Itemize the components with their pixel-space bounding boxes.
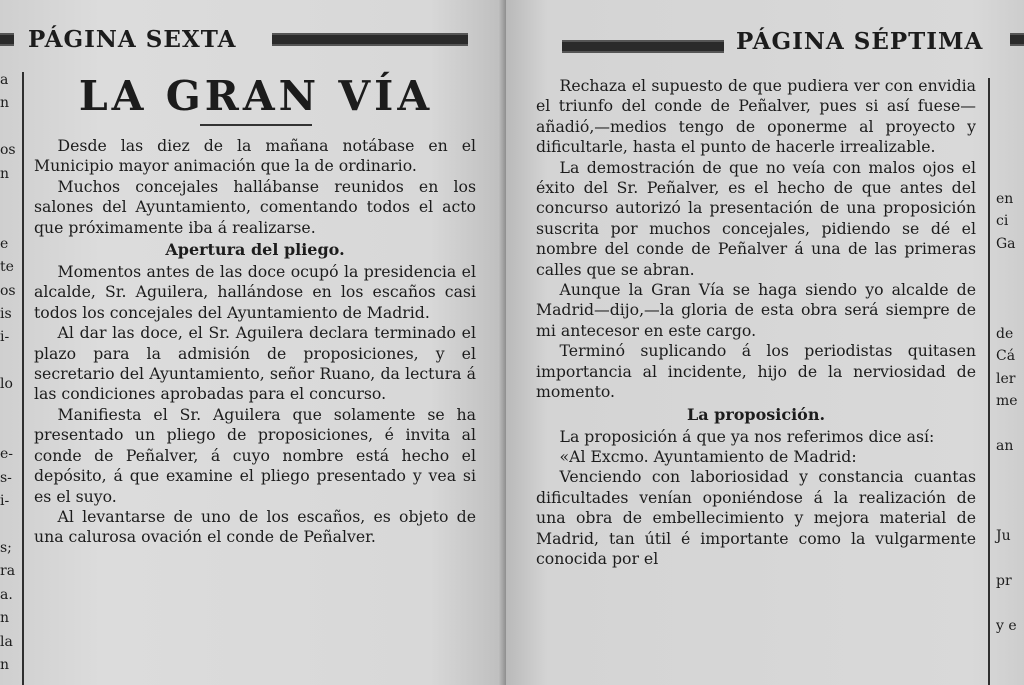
paragraph: Terminó suplicando á los periodistas quitasen importancia al incidente, hijo de la nerviosidad de momento.: [536, 341, 976, 402]
margin-fragment: os: [0, 142, 16, 159]
margin-fragment: i-: [0, 493, 10, 510]
margin-fragment: n: [0, 165, 10, 182]
section-heading: La proposición.: [686, 404, 826, 424]
margin-fragment: y e: [996, 618, 1017, 634]
margin-fragment: i-: [0, 329, 10, 346]
margin-fragment: n: [0, 95, 10, 112]
margin-fragment: os: [0, 282, 16, 299]
left-page-header: PÁGINA SEXTA: [28, 26, 237, 53]
column-rule-left: [22, 72, 24, 685]
right-page: [506, 0, 1024, 685]
title-underline: [200, 124, 312, 126]
margin-fragment: me: [996, 393, 1018, 409]
left-page: [0, 0, 506, 685]
article-title: LA GRAN VÍA: [78, 72, 434, 120]
margin-fragment: Ga: [996, 235, 1016, 252]
margin-fragment: Cá: [996, 348, 1016, 364]
margin-fragment: e: [0, 235, 9, 252]
margin-fragment: de: [996, 325, 1014, 342]
margin-fragment: n: [0, 657, 10, 673]
header-rule-right-stub: [1010, 33, 1024, 46]
margin-fragment: ci: [996, 213, 1009, 229]
margin-fragment: lo: [0, 376, 13, 393]
margin-fragment: a.: [0, 586, 13, 603]
margin-fragment: pr: [996, 573, 1012, 589]
margin-fragment: te: [0, 259, 14, 276]
column-rule-right: [988, 78, 990, 685]
margin-fragment: en: [996, 190, 1014, 207]
margin-fragment: Ju: [996, 528, 1011, 544]
paragraph: La proposición á que ya nos referimos dice así:: [559, 426, 935, 446]
paragraph: Rechaza el supuesto de que pudiera ver con envidia el triunfo del conde de Peñalver, pues si así fuese—añadió,—medios tengo de oponerme al proyecto y dificultarle, hasta el punto de hacerle irrealizable.: [536, 76, 976, 157]
right-article-column: [536, 76, 976, 569]
paragraph: «Al Excmo. Ayuntamiento de Madrid:: [559, 446, 857, 466]
margin-fragment: ler: [996, 370, 1016, 387]
paragraph: Muchos concejales hallábanse reunidos en los salones del Ayuntamiento, comentando todos el acto que próximamente iba á realizarse.: [34, 176, 476, 237]
margin-fragment: a: [0, 72, 9, 88]
paragraph: Momentos antes de las doce ocupó la presidencia el alcalde, Sr. Aguilera, hallándose en los escaños casi todos los concejales del Ayuntamiento de Madrid.: [34, 262, 476, 322]
margin-fragment: ra: [0, 563, 16, 580]
paragraph: Venciendo con laboriosidad y constancia cuantas dificultades venían oponiéndose á la realización de una obra de embellecimiento y mejora material de Madrid, tan útil é importante como la vulgarmente conocida por el: [536, 467, 976, 568]
margin-fragment: s;: [0, 540, 12, 556]
margin-fragment: e-: [0, 446, 14, 463]
paragraph: Al levantarse de uno de los escaños, es objeto de una calurosa ovación el conde de Peñalver.: [34, 506, 476, 547]
paragraph: Desde las diez de la mañana notábase en el Municipio mayor animación que la de ordinario.: [34, 136, 476, 176]
header-rule-left-stub: [0, 33, 14, 46]
section-heading: Apertura del pliego.: [165, 240, 345, 260]
margin-fragment: an: [996, 438, 1014, 454]
paragraph: La demostración de que no veía con malos ojos el éxito del Sr. Peñalver, es el hecho de que antes del concurso autorizó la presentación de una proposición suscrita por muchos concejales, pidiendo se dé el nombre del conde de Peñalver á una de las primeras calles que se abran.: [536, 157, 976, 279]
right-page-header: PÁGINA SÉPTIMA: [736, 28, 984, 55]
paragraph: Aunque la Gran Vía se haga siendo yo alcalde de Madrid—dijo,—la gloria de esta obra será siempre de mi antecesor en este cargo.: [536, 280, 976, 340]
header-rule-left: [272, 33, 468, 46]
margin-fragment: n: [0, 610, 10, 627]
paragraph: Manifiesta el Sr. Aguilera que solamente se ha presentado un pliego de proposiciones, é invita al conde de Peñalver, á cuyo nombre está hecho el depósito, á que examine el pliego presentado y vea si es el suyo.: [34, 404, 476, 506]
margin-fragment: is: [0, 306, 12, 322]
margin-fragment: la: [0, 633, 13, 650]
paragraph: Al dar las doce, el Sr. Aguilera declara terminado el plazo para la admisión de proposiciones, y el secretario del Ayuntamiento, señor Ruano, da lectura á las condiciones aprobadas para el concurso.: [34, 323, 476, 404]
left-article-column: [34, 136, 476, 548]
header-rule-right: [562, 40, 724, 53]
margin-fragment: s-: [0, 469, 12, 486]
